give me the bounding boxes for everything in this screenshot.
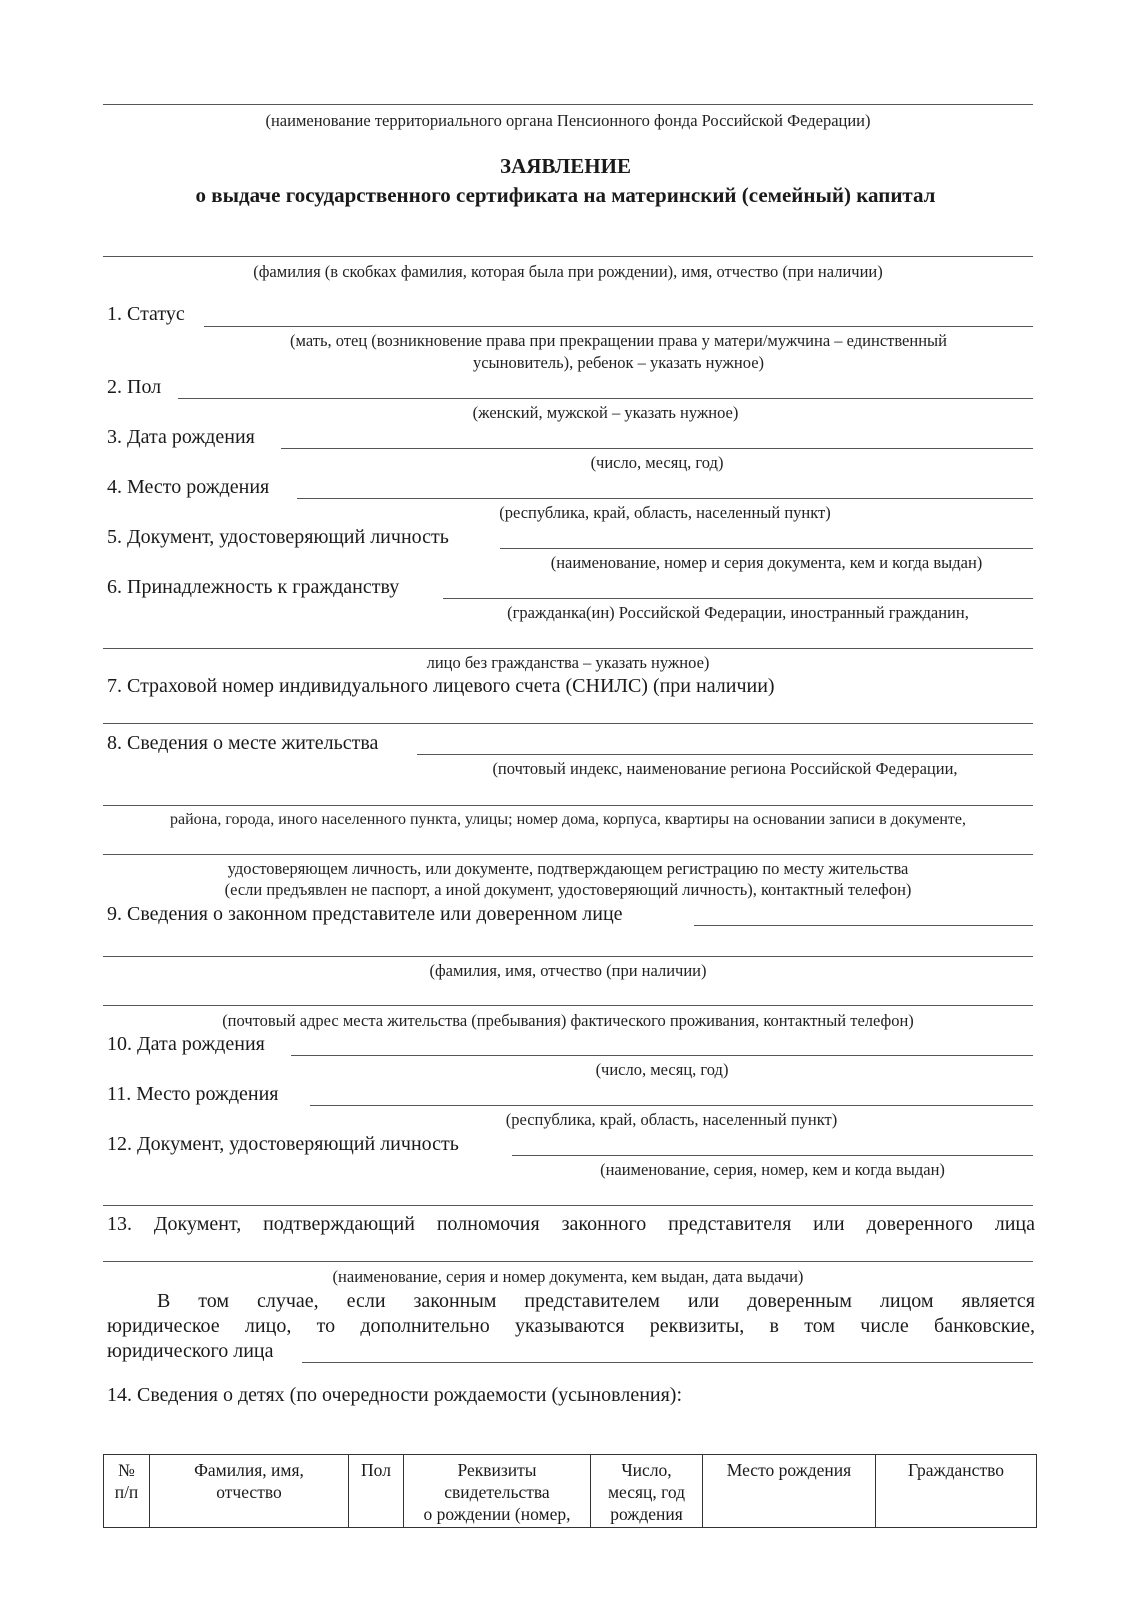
legal-entity-paragraph-line-1: В том случае, если законным представителем или доверенным лицом является <box>157 1290 1035 1312</box>
field-residence-hint-1: (почтовый индекс, наименование региона Российской Федерации, <box>492 759 958 778</box>
field-representative-line-3[interactable] <box>103 1005 1033 1006</box>
field-citizenship-label: 6. Принадлежность к гражданству <box>107 576 400 598</box>
field-rep-id-document-line-2[interactable] <box>103 1205 1033 1206</box>
field-rep-birth-date-line[interactable] <box>291 1055 1033 1056</box>
col-header-birth-place: Место рождения <box>703 1455 876 1528</box>
field-birth-date-line[interactable] <box>281 448 1033 449</box>
field-gender-line[interactable] <box>178 398 1033 399</box>
organ-name-line[interactable] <box>103 104 1033 105</box>
applicant-fio-caption: (фамилия (в скобках фамилия, которая была при рождении), имя, отчество (при наличии) <box>253 262 883 281</box>
col-header-citizenship: Гражданство <box>876 1455 1037 1528</box>
legal-entity-paragraph-line-2: юридическое лицо, то дополнительно указываются реквизиты, в том числе банковские, <box>107 1315 1035 1337</box>
col-header-birth-certificate: Реквизиты свидетельства о рождении (номер, <box>404 1455 591 1528</box>
field-citizenship-hint-1: (гражданка(ин) Российской Федерации, иностранный гражданин, <box>507 603 969 622</box>
field-rep-id-document-label: 12. Документ, удостоверяющий личность <box>107 1133 459 1155</box>
field-representative-line[interactable] <box>694 925 1033 926</box>
col-header-number: № п/п <box>104 1455 150 1528</box>
field-residence-hint-3: удостоверяющем личность, или документе, подтверждающем регистрацию по месту жительства <box>227 859 909 878</box>
field-snils-line[interactable] <box>103 723 1033 724</box>
field-status-hint-2: усыновитель), ребенок – указать нужное) <box>472 353 765 372</box>
document-title: ЗАЯВЛЕНИЕ <box>500 154 631 178</box>
field-rep-birth-place-line[interactable] <box>310 1105 1033 1106</box>
field-rep-id-document-line[interactable] <box>512 1155 1033 1156</box>
field-gender-hint: (женский, мужской – указать нужное) <box>472 403 739 422</box>
field-rep-birth-place-label: 11. Место рождения <box>107 1083 279 1105</box>
field-status-hint-1: (мать, отец (возникновение права при прекращении права у матери/мужчина – единственный <box>290 331 947 350</box>
field-representative-hint-2: (почтовый адрес места жительства (пребывания) фактического проживания, контактный телефон) <box>222 1011 914 1030</box>
field-residence-line-2[interactable] <box>103 805 1033 806</box>
field-id-document-line[interactable] <box>500 548 1033 549</box>
field-birth-place-line[interactable] <box>297 498 1033 499</box>
field-status-label: 1. Статус <box>107 303 185 325</box>
field-residence-hint-2: района, города, иного населенного пункта, улицы; номер дома, корпуса, квартиры на основании записи в документе, <box>169 811 967 828</box>
field-id-document-hint: (наименование, номер и серия документа, кем и когда выдан) <box>550 553 983 572</box>
field-citizenship-line[interactable] <box>443 598 1033 599</box>
field-residence-label: 8. Сведения о месте жительства <box>107 732 379 754</box>
field-birth-place-label: 4. Место рождения <box>107 476 270 498</box>
field-representative-label: 9. Сведения о законном представителе или доверенном лице <box>107 903 623 925</box>
field-representative-hint-1: (фамилия, имя, отчество (при наличии) <box>429 961 707 980</box>
field-residence-hint-4: (если предъявлен не паспорт, а иной документ, удостоверяющий личность), контактный телефон) <box>224 880 912 899</box>
field-rep-birth-place-hint: (республика, край, область, населенный пункт) <box>505 1110 838 1129</box>
field-citizenship-hint-2: лицо без гражданства – указать нужное) <box>426 653 710 672</box>
field-birth-place-hint: (республика, край, область, населенный пункт) <box>499 503 831 522</box>
field-authority-document-line[interactable] <box>103 1261 1033 1262</box>
field-rep-birth-date-label: 10. Дата рождения <box>107 1033 265 1055</box>
col-header-gender: Пол <box>349 1455 404 1528</box>
col-header-birth-date: Число, месяц, год рождения <box>591 1455 703 1528</box>
field-snils-label: 7. Страховой номер индивидуального лицевого счета (СНИЛС) (при наличии) <box>107 675 775 697</box>
field-residence-line-3[interactable] <box>103 854 1033 855</box>
field-birth-date-hint: (число, месяц, год) <box>590 453 724 472</box>
field-status-line[interactable] <box>204 326 1033 327</box>
field-birth-date-label: 3. Дата рождения <box>107 426 255 448</box>
field-rep-id-document-hint: (наименование, серия, номер, кем и когда выдан) <box>600 1160 945 1179</box>
field-residence-line[interactable] <box>417 754 1033 755</box>
field-citizenship-line-2[interactable] <box>103 648 1033 649</box>
children-table <box>103 1454 1037 1528</box>
field-gender-label: 2. Пол <box>107 376 162 398</box>
document-subtitle: о выдаче государственного сертификата на материнский (семейный) капитал <box>195 183 936 207</box>
field-representative-line-2[interactable] <box>103 956 1033 957</box>
field-rep-birth-date-hint: (число, месяц, год) <box>595 1060 729 1079</box>
legal-entity-details-line[interactable] <box>302 1362 1033 1363</box>
section-children-label: 14. Сведения о детях (по очередности рождаемости (усыновления): <box>107 1384 683 1406</box>
applicant-fio-line[interactable] <box>103 256 1033 257</box>
field-authority-document-label: 13. Документ, подтверждающий полномочия законного представителя или доверенного лица <box>107 1213 1035 1235</box>
field-id-document-label: 5. Документ, удостоверяющий личность <box>107 526 449 548</box>
legal-entity-paragraph-line-3: юридического лица <box>107 1340 274 1362</box>
children-table-header-row <box>104 1455 1037 1528</box>
col-header-full-name: Фамилия, имя, отчество <box>150 1455 349 1528</box>
organ-name-caption: (наименование территориального органа Пенсионного фонда Российской Федерации) <box>265 111 871 130</box>
field-authority-document-hint: (наименование, серия и номер документа, кем выдан, дата выдачи) <box>332 1267 804 1286</box>
